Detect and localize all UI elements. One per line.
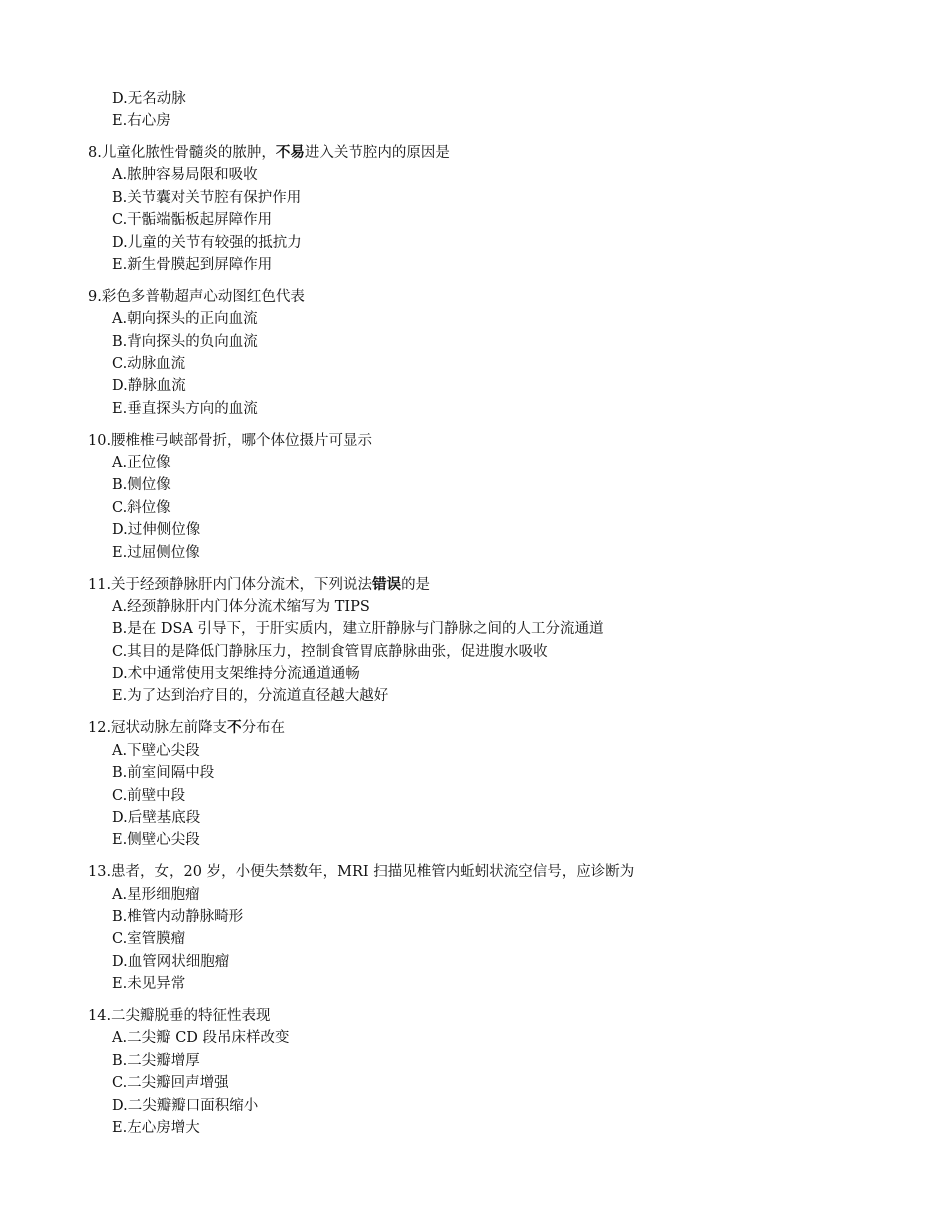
question-stem xyxy=(88,1005,888,1027)
stem-text: 11.关于经颈静脉肝内门体分流术，下列说法 xyxy=(88,576,373,593)
option-e: E.左心房增大 xyxy=(112,1120,200,1137)
stem-text: 12.冠状动脉左前降支 xyxy=(88,720,228,737)
option-a: A.下壁心尖段 xyxy=(112,742,200,759)
option-c: C.其目的是降低门静脉压力，控制食管胃底静脉曲张，促进腹水吸收 xyxy=(112,643,548,660)
option-b: B.椎管内动静脉畸形 xyxy=(112,909,244,925)
option-a: A.星形细胞瘤 xyxy=(112,886,200,903)
question-stem xyxy=(88,142,888,164)
option-e: E.侧壁心尖段 xyxy=(112,832,200,849)
option-d: D.过伸侧位像 xyxy=(112,522,201,539)
stem-text: 8.儿童化脓性骨髓炎的脓肿， xyxy=(88,145,276,161)
previous-question-options xyxy=(112,88,186,133)
option-a: A.经颈静脉肝内门体分流术缩写为 TIPS xyxy=(112,598,370,615)
option-c: C.斜位像 xyxy=(112,499,171,516)
stem-text-end: 的是 xyxy=(401,576,431,593)
stem-text: 14.二尖瓣脱垂的特征性表现 xyxy=(88,1008,271,1025)
option-a: A.脓肿容易局限和吸收 xyxy=(112,167,258,184)
option-c: C.干骺端骺板起屏障作用 xyxy=(112,212,273,229)
stem-text: 9.彩色多普勒超声心动图红色代表 xyxy=(88,288,305,305)
option-a: A.朝向探头的正向血流 xyxy=(112,311,258,328)
question-stem xyxy=(88,861,888,883)
option-line: D.无名动脉 xyxy=(112,91,186,107)
option-b: B.前室间隔中段 xyxy=(112,765,215,782)
stem-emphasis: 不易 xyxy=(275,145,305,161)
option-e: E.新生骨膜起到屏障作用 xyxy=(112,256,273,273)
stem-text: 13.患者，女，20 岁，小便失禁数年，MRI 扫描见椎管内蚯蚓状流空信号，应诊断为 xyxy=(88,864,635,881)
stem-emphasis: 不 xyxy=(227,720,242,737)
option-c: C.动脉血流 xyxy=(112,356,186,373)
option-a: A.二尖瓣 CD 段吊床样改变 xyxy=(112,1030,290,1047)
stem-text-end: 分布在 xyxy=(241,720,286,737)
stem-text-end: 进入关节腔内的原因是 xyxy=(304,145,450,161)
question-11 xyxy=(88,574,888,708)
question-stem xyxy=(88,717,888,739)
question-stem xyxy=(88,574,888,596)
question-10 xyxy=(88,430,888,564)
question-14 xyxy=(88,1005,888,1139)
option-e: E.未见异常 xyxy=(112,976,186,993)
option-e: E.垂直探头方向的血流 xyxy=(112,400,258,417)
question-stem xyxy=(88,286,888,308)
option-d: D.儿童的关节有较强的抵抗力 xyxy=(112,234,302,251)
option-a: A.正位像 xyxy=(112,455,171,472)
option-line: E.右心房 xyxy=(112,113,171,130)
question-list xyxy=(88,142,888,1149)
question-13 xyxy=(88,861,888,995)
option-e: E.为了达到治疗目的，分流道直径越大越好 xyxy=(112,688,389,705)
option-b: B.二尖瓣增厚 xyxy=(112,1052,200,1069)
option-d: D.后壁基底段 xyxy=(112,809,201,826)
option-b: B.侧位像 xyxy=(112,477,171,494)
option-c: C.二尖瓣回声增强 xyxy=(112,1075,229,1092)
option-b: B.背向探头的负向血流 xyxy=(112,333,258,350)
question-stem xyxy=(88,430,888,452)
question-12 xyxy=(88,717,888,851)
option-e: E.过屈侧位像 xyxy=(112,544,200,561)
stem-text: 10.腰椎椎弓峡部骨折，哪个体位摄片可显示 xyxy=(88,432,373,449)
option-d: D.静脉血流 xyxy=(112,378,186,395)
option-d: D.血管网状细胞瘤 xyxy=(112,953,230,970)
option-c: C.室管膜瘤 xyxy=(112,931,186,948)
option-d: D.术中通常使用支架维持分流通道通畅 xyxy=(112,666,360,683)
option-c: C.前壁中段 xyxy=(112,787,186,804)
option-d: D.二尖瓣瓣口面积缩小 xyxy=(112,1097,259,1114)
option-b: B.是在 DSA 引导下，于肝实质内，建立肝静脉与门静脉之间的人工分流通道 xyxy=(112,621,604,638)
question-9 xyxy=(88,286,888,420)
question-8 xyxy=(88,142,888,276)
option-b: B.关节囊对关节腔有保护作用 xyxy=(112,189,302,206)
stem-emphasis: 错误 xyxy=(372,576,402,593)
